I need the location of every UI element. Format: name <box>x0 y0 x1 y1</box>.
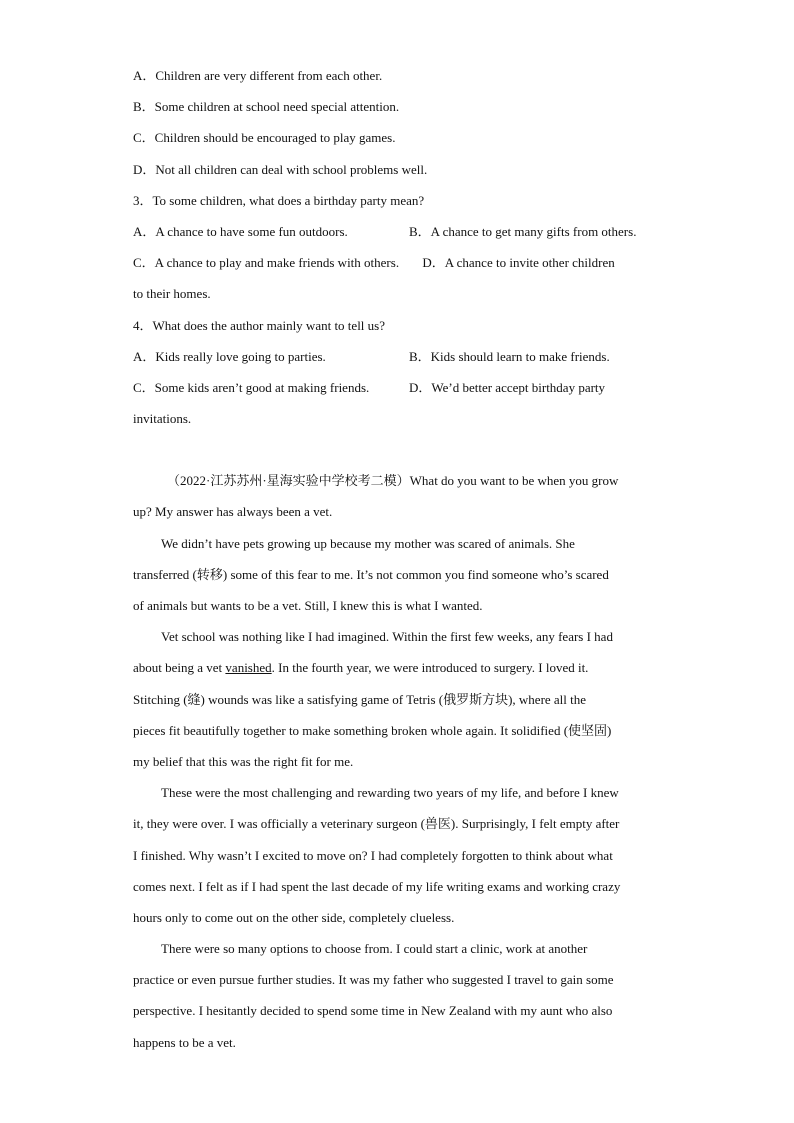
question-4 <box>133 314 663 439</box>
passage-line: my belief that this was the right fit for me. <box>133 753 354 769</box>
option-d: D．Not all children can deal with school problems well. <box>133 161 428 177</box>
passage-line: Vet school was nothing like I had imagined. Within the first few weeks, any fears I had <box>161 629 613 645</box>
passage-line: practice or even pursue further studies. It was my father who suggested I travel to gain some <box>133 972 614 988</box>
options-row <box>133 251 663 282</box>
option-d: D．A chance to invite other children <box>422 255 615 271</box>
passage-line <box>133 656 663 687</box>
question-2-options <box>133 64 663 189</box>
question-stem: 4．What does the author mainly want to tell us? <box>133 317 385 333</box>
option-c: C．Some kids aren’t good at making friends. <box>133 379 370 395</box>
passage-line: of animals but wants to be a vet. Still, I knew this is what I wanted. <box>133 598 483 613</box>
option-d-continued: invitations. <box>133 411 192 427</box>
options-row <box>133 220 663 251</box>
option-a: A．A chance to have some fun outdoors. <box>133 223 348 239</box>
options-row <box>133 376 663 407</box>
passage-line: pieces fit beautifully together to make something broken whole again. It solidified (使坚固) <box>133 722 612 738</box>
option-a: A．Kids really love going to parties. <box>133 348 326 364</box>
option-c: C．A chance to play and make friends with others. <box>133 255 400 271</box>
option-b: B．Kids should learn to make friends. <box>409 348 610 364</box>
passage-line: comes next. I felt as if I had spent the last decade of my life writing exams and working crazy <box>133 878 621 894</box>
section-gap <box>133 438 663 469</box>
text-run: about being a vet <box>133 660 226 676</box>
document-page <box>133 64 663 1062</box>
passage-source-line: （2022·江苏苏州·星海实验中学校考二模）What do you want to be when you grow <box>167 473 619 489</box>
option-d: D．We’d better accept birthday party <box>409 379 606 395</box>
passage-line: perspective. I hesitantly decided to spend some time in New Zealand with my aunt who also <box>133 1003 613 1019</box>
passage-line: happens to be a vet. <box>133 1034 236 1050</box>
option-b: B．A chance to get many gifts from others. <box>409 223 637 239</box>
option-d-continued: to their homes. <box>133 286 211 302</box>
question-3 <box>133 189 663 314</box>
option-c: C．Children should be encouraged to play games. <box>133 130 396 146</box>
passage-line: There were so many options to choose from. I could start a clinic, work at another <box>161 941 588 957</box>
option-b: B．Some children at school need special attention. <box>133 99 400 115</box>
passage-line: These were the most challenging and rewarding two years of my life, and before I knew <box>161 785 619 801</box>
passage-line: Stitching (缝) wounds was like a satisfying game of Tetris (俄罗斯方块), where all the <box>133 691 587 707</box>
underlined-word: vanished <box>225 660 272 676</box>
passage-line: it, they were over. I was officially a veterinary surgeon (兽医). Surprisingly, I felt empty after <box>133 816 620 832</box>
text-run: . In the fourth year, we were introduced to surgery. I loved it. <box>271 660 589 676</box>
passage-line: We didn’t have pets growing up because my mother was scared of animals. She <box>161 535 575 551</box>
question-stem: 3．To some children, what does a birthday party mean? <box>133 192 425 208</box>
reading-passage <box>133 469 663 1062</box>
option-a: A．Children are very different from each other. <box>133 68 383 83</box>
options-row <box>133 345 663 376</box>
passage-line: hours only to come out on the other side, completely clueless. <box>133 909 455 925</box>
passage-line: up? My answer has always been a vet. <box>133 504 333 520</box>
passage-line: transferred (转移) some of this fear to me. It’s not common you find someone who’s scared <box>133 566 609 582</box>
passage-line: I finished. Why wasn’t I excited to move on? I had completely forgotten to think about what <box>133 847 613 863</box>
